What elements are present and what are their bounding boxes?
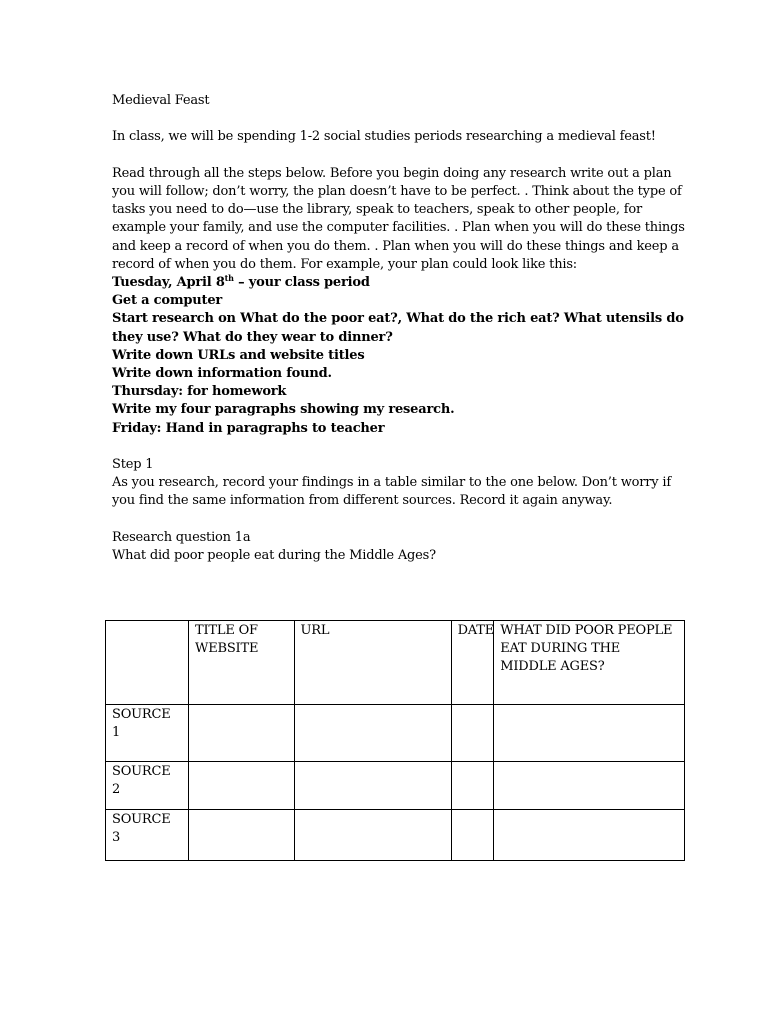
step-heading: Step 1 bbox=[112, 457, 154, 473]
table-cell[interactable] bbox=[451, 762, 494, 810]
example-plan bbox=[112, 274, 692, 438]
research-table bbox=[105, 620, 685, 861]
step-text: As you research, record your findings in a table similar to the one below. Don’t worry if you find the same information from different sources. Record it again anyway. bbox=[112, 475, 671, 509]
plan-item: Start research on What do the poor eat?, What do the rich eat? What utensils do they use? What do they wear to dinner? bbox=[112, 311, 684, 345]
research-question-text: What did poor people eat during the Middle Ages? bbox=[112, 548, 436, 564]
document-title: Medieval Feast bbox=[112, 93, 210, 108]
plan-item: Get a computer bbox=[112, 293, 223, 309]
instructions-paragraph: Read through all the steps below. Before you begin doing any research write out a plan you will follow; don’t worry, the plan doesn’t have to be perfect. . Think about the type of tasks you need to do—use the library, speak to teachers, speak to other people, for example your family, and use the computer facilities. . Plan when you will do these things and keep a record of when you do them. . Plan when you will do these things and keep a record of when you do them. For example, your plan could look like this: bbox=[112, 165, 685, 272]
plan-date-line bbox=[112, 274, 692, 292]
source-label: SOURCE 2 bbox=[106, 762, 189, 810]
table-cell[interactable] bbox=[451, 810, 494, 861]
table-header-cell: URL bbox=[294, 621, 451, 705]
table-header-cell: DATE bbox=[451, 621, 494, 705]
source-label: SOURCE 1 bbox=[106, 705, 189, 762]
table-header-row bbox=[106, 621, 685, 705]
table-cell[interactable] bbox=[294, 762, 451, 810]
plan-item: Write my four paragraphs showing my research. bbox=[112, 402, 455, 418]
document-page bbox=[112, 92, 692, 565]
plan-item: Write down information found. bbox=[112, 366, 332, 382]
table-cell[interactable] bbox=[494, 705, 685, 762]
table-cell[interactable] bbox=[294, 705, 451, 762]
table-row bbox=[106, 705, 685, 762]
plan-date-rest: – your class period bbox=[233, 275, 370, 290]
intro-paragraph: In class, we will be spending 1-2 social studies periods researching a medieval feast! bbox=[112, 129, 656, 145]
table-cell[interactable] bbox=[189, 762, 294, 810]
table-cell[interactable] bbox=[451, 705, 494, 762]
plan-item: Thursday: for homework bbox=[112, 384, 287, 400]
table-cell[interactable] bbox=[494, 762, 685, 810]
plan-date: Tuesday, April 8 bbox=[112, 275, 225, 290]
table-row bbox=[106, 810, 685, 861]
table-header-cell: WHAT DID POOR PEOPLE EAT DURING THE MIDDLE AGES? bbox=[494, 621, 685, 705]
table-row bbox=[106, 762, 685, 810]
table-cell[interactable] bbox=[294, 810, 451, 861]
plan-date-suffix: th bbox=[224, 273, 234, 283]
table-cell[interactable] bbox=[189, 705, 294, 762]
source-label: SOURCE 3 bbox=[106, 810, 189, 861]
plan-item: Write down URLs and website titles bbox=[112, 347, 365, 363]
table-header-cell bbox=[106, 621, 189, 705]
plan-item: Friday: Hand in paragraphs to teacher bbox=[112, 420, 385, 436]
table-header-cell: TITLE OF WEBSITE bbox=[189, 621, 294, 705]
table-cell[interactable] bbox=[494, 810, 685, 861]
research-question-heading: Research question 1a bbox=[112, 529, 251, 545]
table-cell[interactable] bbox=[189, 810, 294, 861]
